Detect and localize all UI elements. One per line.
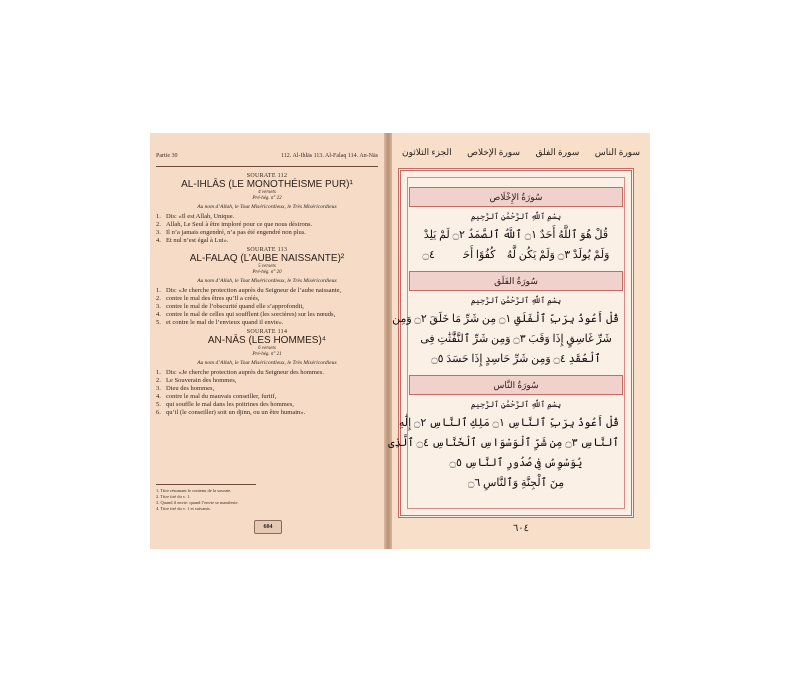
- footnote: 3. Quand il envie: quand l’envie se manifeste.: [156, 500, 239, 505]
- verse: 4. Et nul n’est égal à Lui».: [156, 237, 229, 244]
- header-rule: [156, 166, 378, 167]
- basmala-ar: بِسْمِ ٱللَّهِ ٱلرَّحْمَٰنِ ٱلرَّحِيمِ: [470, 212, 562, 221]
- footnotes: [156, 488, 378, 512]
- verse: 6. qu’il (le conseiller) soit un djinn, ou un être humain».: [156, 409, 306, 416]
- ayah-line: ٱلْعُقَدِ ۝٤ وَمِن شَرِّ حَاسِدٍ إِذَا حَسَدَ ۝٥: [431, 353, 601, 365]
- versets-count: 5 versets: [258, 264, 276, 269]
- verse: 3. Il n’a jamais engendré, n’a pas été engendré non plus.: [156, 229, 306, 236]
- sourate-title: AL-IHLĀS (LE MONOTHÉISME PUR)¹: [181, 179, 353, 190]
- verse: 1. Dis: «Je cherche protection auprès du Seigneur des hommes.: [156, 369, 324, 376]
- sourate-114: [156, 329, 378, 417]
- verse: 2. Le Souverain des hommes,: [156, 377, 237, 384]
- running-header: [156, 153, 378, 159]
- header-item: سورة الناس: [594, 147, 640, 157]
- sourate-label: SOURATE 112: [246, 173, 288, 179]
- surah-title-band: سُورَةُ الفَلَق: [409, 271, 623, 291]
- sourate-112: [156, 173, 378, 245]
- header-item: سورة الإخلاص: [467, 147, 521, 157]
- verse: 2. Allah, Le Seul à être imploré pour ce que nous désirons.: [156, 221, 313, 228]
- header-item: الجزء الثلاثون: [402, 147, 452, 157]
- verse: 5. qui souffle le mal dans les poitrines des hommes,: [156, 401, 294, 408]
- ayah-line: مِنَ ٱلْجِنَّةِ وَٱلنَّاسِ ۝٦: [467, 477, 565, 489]
- arabic-page: [388, 133, 650, 549]
- footnote: 1. Titre résumant le contenu de la sourate.: [156, 488, 232, 493]
- prehegire-number: Pré-hég. n° 21: [252, 352, 282, 357]
- translation-text: [156, 171, 378, 417]
- verse: 4. contre le mal du mauvais conseiller, furtif,: [156, 393, 277, 400]
- basmala-fr: Au nom d’Allah, le Tout Miséricordieux, le Très Miséricordieux: [197, 278, 337, 284]
- verse: 3. Dieu des hommes,: [156, 385, 215, 392]
- open-book: [150, 133, 650, 549]
- verse: 4. contre le mal de celles qui soufflent (les sorcières) sur les nœuds,: [156, 311, 336, 318]
- basmala-fr: Au nom d’Allah, le Tout Miséricordieux, le Très Miséricordieux: [197, 360, 337, 366]
- verse: 1. Dis: «Je cherche protection auprès du Seigneur de l’aube naissante,: [156, 287, 342, 294]
- surah-title-band: سُورَةُ النَّاس: [409, 375, 623, 395]
- arabic-header: [402, 147, 640, 158]
- part-label: Partie 30: [156, 153, 178, 159]
- basmala-fr: Au nom d’Allah, le Tout Miséricordieux, le Très Miséricordieux: [197, 204, 337, 210]
- verse: 2. contre le mal des êtres qu’Il a créés,: [156, 295, 260, 302]
- prehegire-number: Pré-hég. n° 22: [252, 196, 282, 201]
- sourate-title: AL-FALAQ (L’AUBE NAISSANTE)²: [189, 253, 345, 264]
- french-page: [150, 133, 384, 549]
- sourate-title: AN-NĀS (LES HOMMES)⁴: [207, 335, 327, 346]
- ayah-line: شَرِّ غَاسِقٍ إِذَا وَقَبَ ۝٣ وَمِن شَرِّ ٱلنَّفَّٰثَٰتِ فِى: [420, 333, 612, 345]
- footnote: 4. Titre tiré du v. 1 et suivants.: [156, 506, 211, 511]
- page-number: 604: [254, 520, 282, 534]
- page-number-arabic: ٦٠٤: [512, 523, 530, 534]
- versets-count: 4 versets: [258, 190, 276, 195]
- versets-count: 6 versets: [258, 346, 276, 351]
- book-gutter: [384, 133, 392, 549]
- ayah-line: وَلَمْ يُولَدْ ۝٣ وَلَمْ يَكُن لَّهُۥ كُفُوًا أَحَدٌۢ ۝٤: [422, 249, 610, 261]
- footnote: 2. Titre tiré du v. 1.: [156, 494, 191, 499]
- footnote-rule: [156, 484, 256, 485]
- surah-title-band: سُورَةُ الإِخْلَاص: [409, 187, 623, 207]
- basmala-ar: بِسْمِ ٱللَّهِ ٱلرَّحْمَٰنِ ٱلرَّحِيمِ: [470, 400, 562, 409]
- ayah-line: قُلْ أَعُوذُ بِرَبِّ ٱلْفَلَقِ ۝١ مِن شَرِّ مَا خَلَقَ ۝٢ وَمِن: [392, 313, 619, 325]
- sourate-113: [156, 247, 378, 327]
- ayah-line: قُلْ هُوَ ٱللَّهُ أَحَدٌ ۝١ ٱللَّهُ ٱلصَّمَدُ ۝٢ لَمْ يَلِدْ: [423, 229, 609, 241]
- ayah-line: ٱلنَّاسِ ۝٣ مِن شَرِّ ٱلْوَسْوَاسِ ٱلْخَنَّاسِ ۝٤ ٱلَّذِى: [388, 437, 619, 449]
- verse: 3. contre le mal de l’obscurité quand elle s’approfondit,: [156, 303, 304, 310]
- sourate-label: SOURATE 114: [246, 329, 288, 335]
- ornamental-frame: [388, 168, 634, 518]
- ayah-line: يُوَسْوِسُ فِى صُدُورِ ٱلنَّاسِ ۝٥: [449, 457, 583, 469]
- surah-range: 112. Al-Ihlās 113. Al-Falaq 114. An-Nās: [281, 153, 378, 159]
- prehegire-number: Pré-hég. n° 20: [252, 270, 282, 275]
- verse: 1. Dis: «Il est Allah, Unique.: [156, 213, 235, 220]
- header-item: سورة الفلق: [535, 147, 580, 157]
- verse: 5. et contre le mal de l’envieux quand il envie».: [156, 319, 284, 326]
- basmala-ar: بِسْمِ ٱللَّهِ ٱلرَّحْمَٰنِ ٱلرَّحِيمِ: [470, 296, 562, 305]
- sourate-label: SOURATE 113: [246, 247, 288, 253]
- ayah-line: قُلْ أَعُوذُ بِرَبِّ ٱلنَّاسِ ۝١ مَلِكِ ٱلنَّاسِ ۝٢ إِلَٰهِ: [398, 417, 619, 429]
